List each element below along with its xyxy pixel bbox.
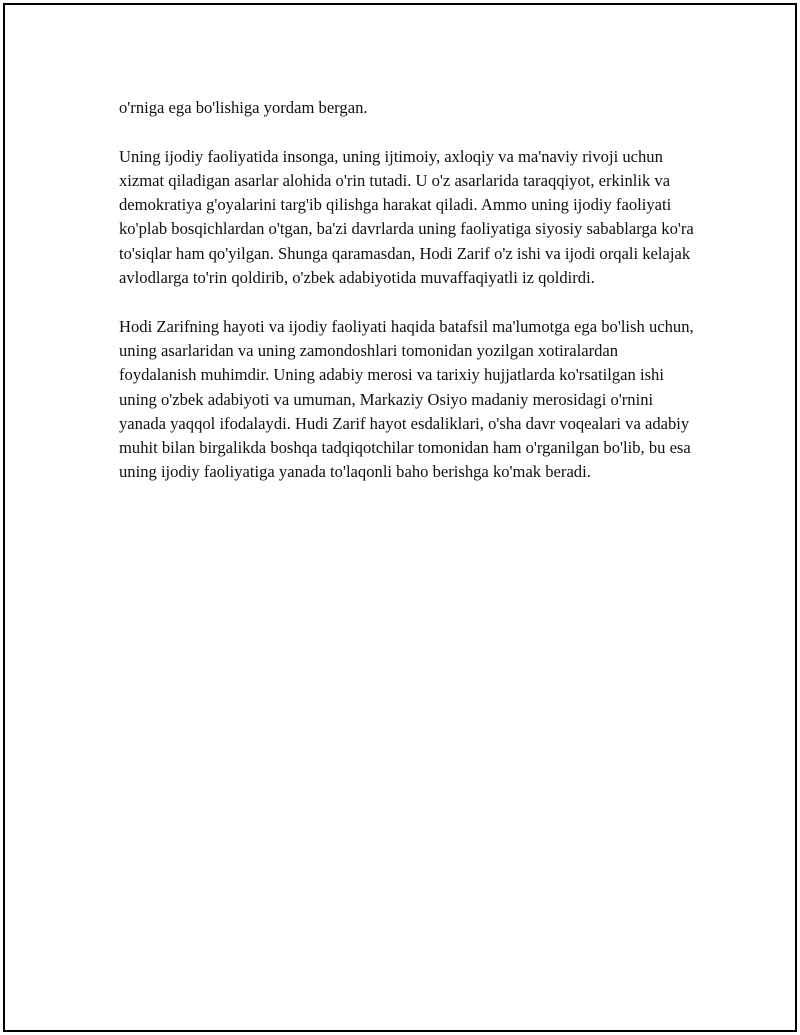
document-body [119,96,694,509]
document-page [3,3,797,1032]
paragraph-3: Hodi Zarifning hayoti va ijodiy faoliyati haqida batafsil ma'lumotga ega bo'lish uchun, uning asarlaridan va uning zamondoshlari tomonidan yozilgan xotiralardan foydalanish muhimdir. Uning adabiy merosi va tarixiy hujjatlarda ko'rsatilgan ishi uning o'zbek adabiyoti va umuman, Markaziy Osiyo madaniy merosidagi o'rnini yanada yaqqol ifodalaydi. Hudi Zarif hayot esdaliklari, o'sha davr voqealari va adabiy muhit bilan birgalikda boshqa tadqiqotchilar tomonidan ham o'rganilgan bo'lib, bu esa uning ijodiy faoliyatiga yanada to'laqonli baho berishga ko'mak beradi. [119,316,694,482]
paragraph-2: Uning ijodiy faoliyatida insonga, uning ijtimoiy, axloqiy va ma'naviy rivoji uchun xizmat qiladigan asarlar alohida o'rin tutadi. U o'z asarlarida taraqqiyot, erkinlik va demokratiya g'oyalarini targ'ib qilishga harakat qiladi. Ammo uning ijodiy faoliyati ko'plab bosqichlardan o'tgan, ba'zi davrlarda uning faoliyatiga siyosiy sabablarga ko'ra to'siqlar ham qo'yilgan. Shunga qaramasdan, Hodi Zarif o'z ishi va ijodi orqali kelajak avlodlarga to'rin qoldirib, o'zbek adabiyotida muvaffaqiyatli iz qoldirdi. [119,146,694,288]
paragraph-1: o'rniga ega bo'lishiga yordam bergan. [119,98,368,117]
